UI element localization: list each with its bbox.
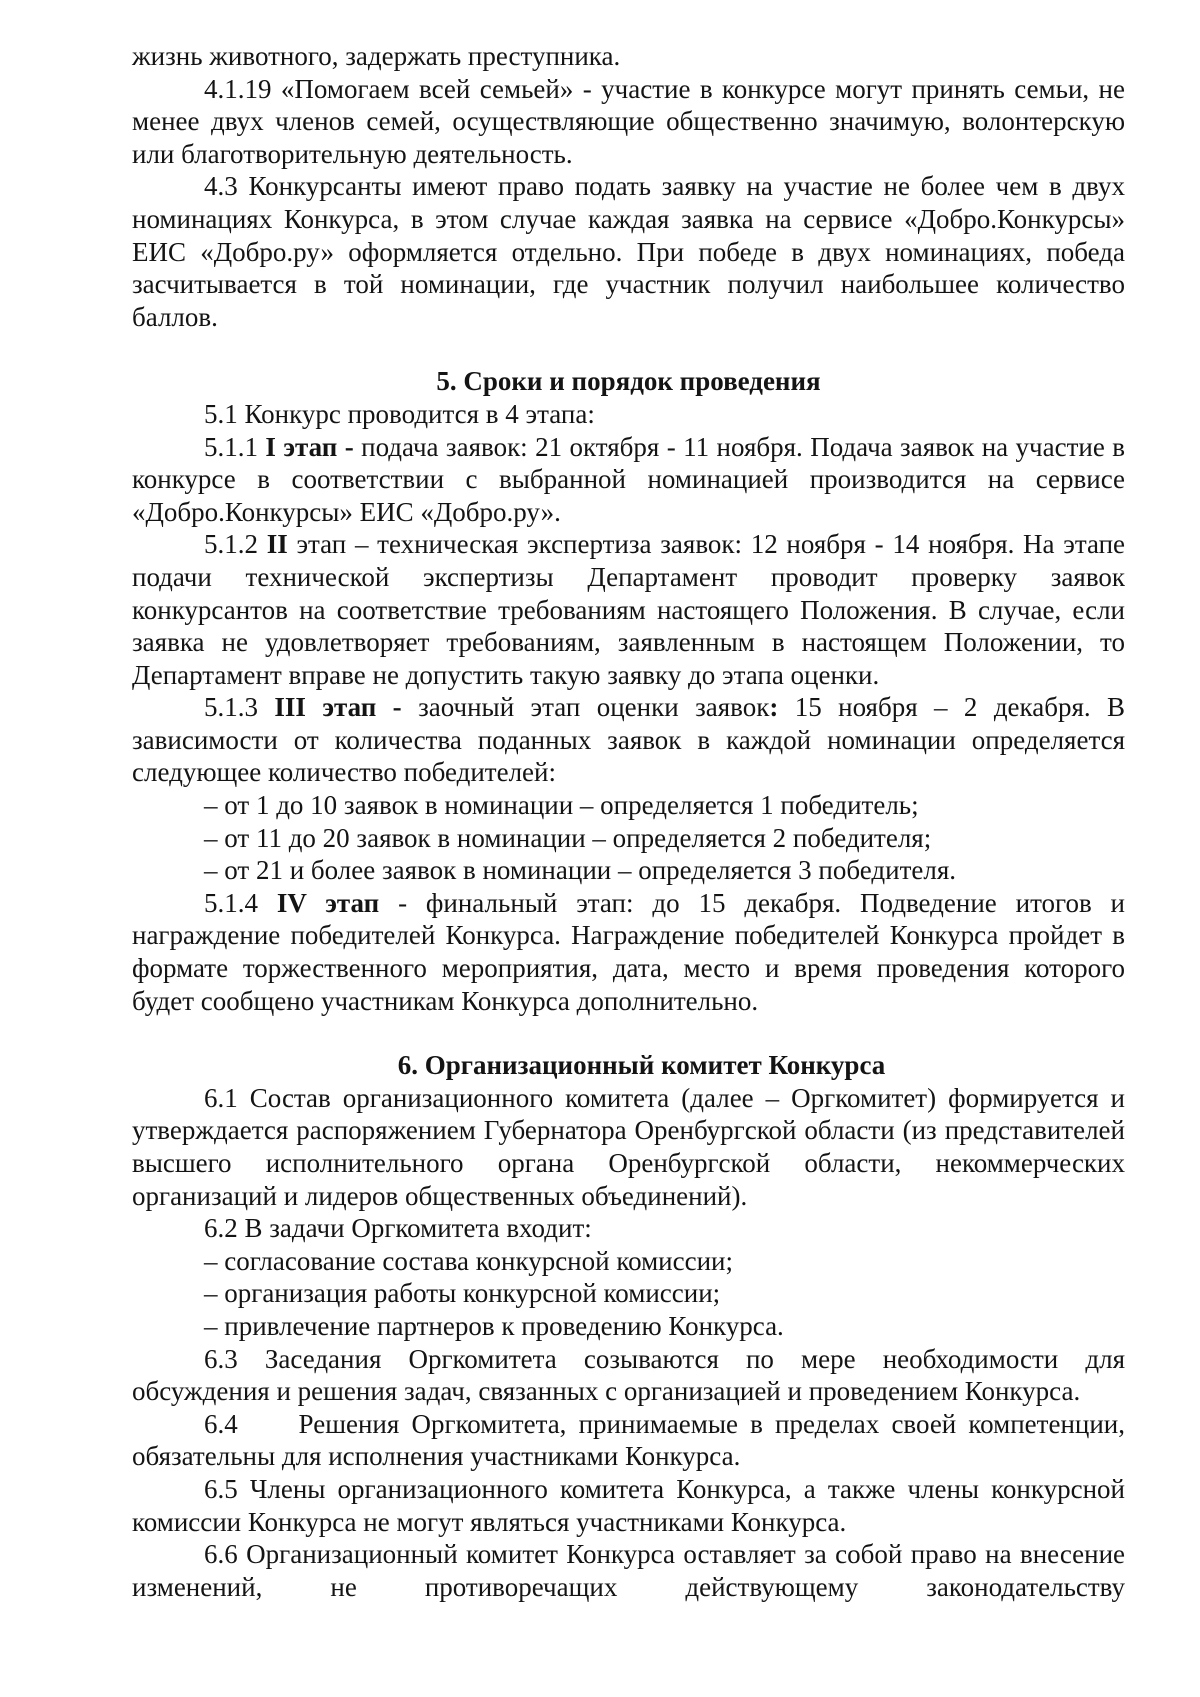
clause-number: 5.1.3 — [204, 692, 258, 723]
clause-number: 5.1.1 — [204, 431, 258, 462]
clause-5-1: 5.1 Конкурс проводится в 4 этапа: — [204, 398, 595, 429]
task-item: – организация работы конкурсной комиссии; — [204, 1278, 721, 1309]
clause-5-1-3 — [132, 691, 1125, 789]
winner-rule: – от 11 до 20 заявок в номинации – определяется 2 победителя; — [204, 822, 932, 853]
section-6-heading: 6. Организационный комитет Конкурса — [397, 1050, 886, 1081]
clause-number: 5.1.4 — [204, 887, 258, 918]
clause-6-2: 6.2 В задачи Оргкомитета входит: — [204, 1213, 592, 1244]
clause-6-5: 6.5 Члены организационного комитета Конкурса, а также члены конкурсной комиссии Конкурса не могут являться участниками Конкурса. — [132, 1473, 1125, 1537]
clause-number: 5.1.2 — [204, 529, 258, 560]
clause-colon: : — [769, 692, 779, 723]
stage-label: III этап - — [274, 692, 402, 723]
clause-text: этап – техническая экспертиза заявок: 12 ноября - 14 ноября. На этапе подачи технической экспертизы Департамент проводит проверку заявок конкурсантов на соответствие требованиям настоящего Положения. В случае, если заявка не удовлетворяет требованиям, заявленным в настоящем Положении, то Департамент вправе не допустить такую заявку до этапа оценки. — [132, 529, 1126, 690]
winner-rule: – от 21 и более заявок в номинации – определяется 3 победителя. — [204, 855, 956, 886]
stage-label: I этап - — [265, 431, 354, 462]
clause-6-3: 6.3 Заседания Оргкомитета созываются по мере необходимости для обсуждения и решения задач, связанных с организацией и проведением Конкурса. — [132, 1343, 1125, 1407]
stage-label: IV этап — [276, 887, 380, 918]
stage-label: II — [266, 529, 288, 560]
task-item: – согласование состава конкурсной комиссии; — [204, 1245, 733, 1276]
clause-text: - финальный этап: до 15 декабря. Подведение итогов и награждение победителей Конкурса. Награждение победителей Конкурса пройдет в формате торжественного мероприятия, дата, место и время проведения которого будет сообщено участникам Конкурса дополнительно. — [132, 887, 1125, 1016]
clause-6-6: 6.6 Организационный комитет Конкурса оставляет за собой право на внесение изменений, не противоречащих действующему законодательству — [132, 1539, 1125, 1602]
winner-rule: – от 1 до 10 заявок в номинации – определяется 1 победитель; — [204, 790, 919, 821]
clause-text: 15 ноября – 2 декабря. В зависимости от количества поданных заявок в каждой номинации определяется следующее количество победителей: — [132, 692, 1126, 788]
clause-5-1-4 — [132, 887, 1125, 1017]
continued-line: жизнь животного, задержать преступника. — [132, 41, 621, 71]
section-5-heading: 5. Сроки и порядок проведения — [436, 366, 821, 397]
clause-6-4: 6.4 Решения Оргкомитета, принимаемые в пределах своей компетенции, обязательны для исполнения участниками Конкурса. — [132, 1408, 1132, 1472]
clause-6-1: 6.1 Состав организационного комитета (далее – Оргкомитет) формируется и утверждается распоряжением Губернатора Оренбургской области (из представителей высшего исполнительного органа Оренбургской области, некоммерческих организаций и лидеров общественных объединений). — [132, 1082, 1125, 1211]
clause-text: подача заявок: 21 октября - 11 ноября. Подача заявок на участие в конкурсе в соответствии с выбранной номинацией производится на сервисе «Добро.Конкурсы» ЕИС «Добро.ру». — [132, 431, 1126, 527]
clause-5-1-2 — [132, 528, 1125, 691]
clause-text: заочный этап оценки заявок — [418, 692, 770, 723]
clause-4-1-19: 4.1.19 «Помогаем всей семьей» - участие в конкурсе могут принять семьи, не менее двух членов семей, осуществляющие общественно значимую, волонтерскую или благотворительную деятельность. — [132, 73, 1125, 169]
clause-5-1-1 — [132, 431, 1125, 529]
clause-4-3: 4.3 Конкурсанты имеют право подать заявку на участие не более чем в двух номинациях Конкурса, в этом случае каждая заявка на сервисе «Добро.Конкурсы» ЕИС «Добро.ру» оформляется отдельно. При победе в двух номинациях, победа засчитывается в той номинации, где участник получил наибольшее количество баллов. — [132, 171, 1125, 332]
task-item: – привлечение партнеров к проведению Конкурса. — [204, 1310, 784, 1341]
